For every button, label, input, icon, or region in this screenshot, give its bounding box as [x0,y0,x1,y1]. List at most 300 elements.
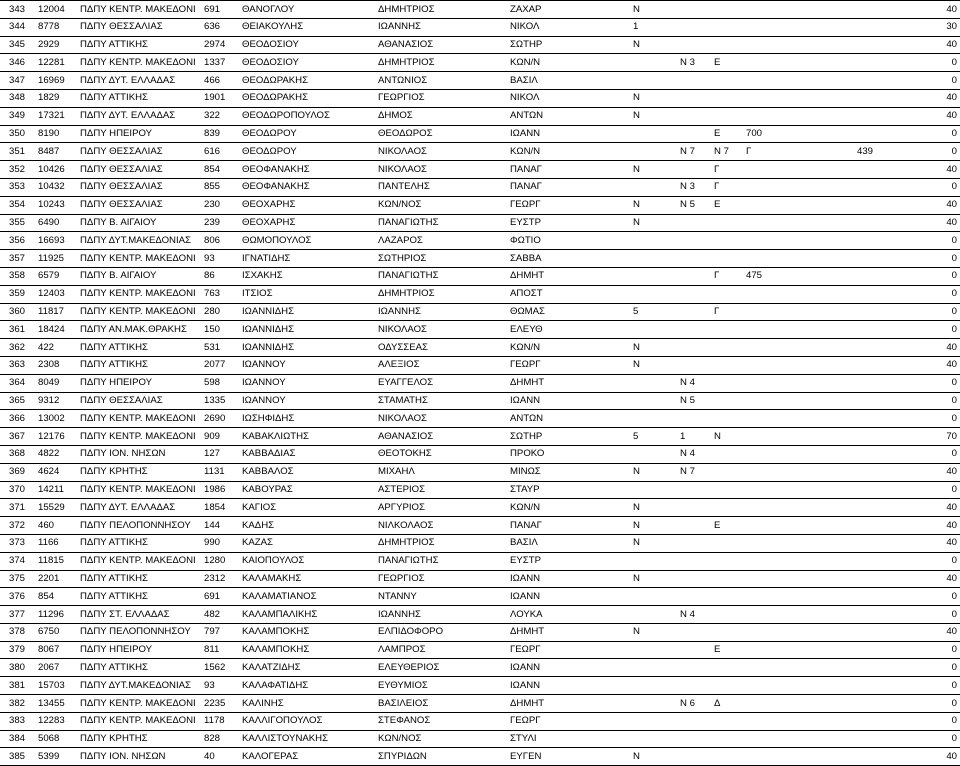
cell-code: 230 [202,196,240,214]
cell-points [744,321,788,339]
cell-father-name: ΜΙΝΩΣ [508,463,631,481]
cell-code: 144 [202,517,240,535]
cell-record-id: 6579 [36,267,78,285]
cell-region: ΠΔΠΥ ΔΥΤ.ΜΑΚΕΔΟΝΙΑΣ [78,677,202,695]
table-row [0,517,960,535]
cell-code: 797 [202,623,240,641]
cell-record-id: 2201 [36,570,78,588]
cell-code: 1178 [202,712,240,730]
cell-flag [631,143,678,161]
cell-row-number: 344 [0,18,36,36]
cell-flag: Ν [631,36,678,54]
cell-first-name: ΣΤΑΜΑΤΗΣ [376,392,508,410]
table-row [0,339,960,357]
table-row [0,54,960,72]
cell-extra [788,410,876,428]
cell-father-name: ΙΩΑΝΝ [508,125,631,143]
cell-row-number: 367 [0,428,36,446]
cell-father-name: ΠΑΝΑΓ [508,517,631,535]
cell-total: 0 [876,267,960,285]
cell-total: 0 [876,481,960,499]
cell-level: Ν 5 [678,196,712,214]
cell-surname: ΙΩΑΝΝΟΥ [240,392,376,410]
cell-level [678,499,712,517]
cell-region: ΠΔΠΥ ΚΕΝΤΡ. ΜΑΚΕΔΟΝΙ [78,695,202,713]
cell-total: 40 [876,1,960,19]
cell-row-number: 350 [0,125,36,143]
cell-region: ΠΔΠΥ ΚΡΗΤΗΣ [78,463,202,481]
cell-surname: ΚΑΖΑΣ [240,534,376,552]
cell-record-id: 12004 [36,1,78,19]
cell-grade: Ε [712,517,744,535]
cell-extra [788,606,876,624]
table-row [0,285,960,303]
cell-row-number: 385 [0,748,36,766]
table-row [0,18,960,36]
cell-surname: ΙΤΣΙΟΣ [240,285,376,303]
cell-level [678,107,712,125]
cell-grade [712,481,744,499]
cell-flag: Ν [631,214,678,232]
cell-row-number: 359 [0,285,36,303]
cell-row-number: 371 [0,499,36,517]
table-row [0,410,960,428]
cell-surname: ΚΑΛΑΜΠΟΚΗΣ [240,623,376,641]
cell-flag [631,178,678,196]
table-row [0,428,960,446]
cell-level [678,72,712,90]
cell-row-number: 358 [0,267,36,285]
cell-code: 855 [202,178,240,196]
cell-region: ΠΔΠΥ ΑΤΤΙΚΗΣ [78,339,202,357]
cell-record-id: 10432 [36,178,78,196]
cell-father-name: ΚΩΝ/Ν [508,54,631,72]
cell-region: ΠΔΠΥ ΗΠΕΙΡΟΥ [78,374,202,392]
cell-surname: ΚΑΛΑΤΖΙΔΗΣ [240,659,376,677]
cell-flag: Ν [631,1,678,19]
cell-points [744,161,788,179]
cell-extra [788,570,876,588]
cell-row-number: 376 [0,588,36,606]
cell-grade [712,214,744,232]
cell-grade: Ν [712,428,744,446]
table-row [0,623,960,641]
cell-record-id: 2929 [36,36,78,54]
cell-surname: ΘΕΟΔΩΡΑΚΗΣ [240,72,376,90]
cell-row-number: 381 [0,677,36,695]
cell-total: 0 [876,143,960,161]
cell-points [744,178,788,196]
cell-points [744,606,788,624]
cell-father-name: ΔΗΜΗΤ [508,623,631,641]
cell-row-number: 362 [0,339,36,357]
cell-flag [631,712,678,730]
cell-flag [631,730,678,748]
cell-surname: ΚΑΛΑΜΠΑΛΙΚΗΣ [240,606,376,624]
cell-first-name: ΟΔΥΣΣΕΑΣ [376,339,508,357]
cell-father-name: ΓΕΩΡΓ [508,356,631,374]
cell-level [678,641,712,659]
cell-code: 322 [202,107,240,125]
cell-father-name: ΙΩΑΝΝ [508,677,631,695]
cell-father-name: ΖΑΧΑΡ [508,1,631,19]
cell-first-name: ΘΕΟΤΟΚΗΣ [376,445,508,463]
cell-surname: ΚΑΛΑΜΠΟΚΗΣ [240,641,376,659]
cell-region: ΠΔΠΥ ΠΕΛΟΠΟΝΝΗΣΟΥ [78,517,202,535]
cell-father-name: ΔΗΜΗΤ [508,374,631,392]
cell-record-id: 12176 [36,428,78,446]
cell-surname: ΘΕΟΔΩΡΑΚΗΣ [240,89,376,107]
cell-grade [712,72,744,90]
cell-grade: Γ [712,161,744,179]
cell-grade: Ε [712,196,744,214]
cell-first-name: ΠΑΝΑΓΙΩΤΗΣ [376,552,508,570]
cell-region: ΠΔΠΥ ΙΟΝ. ΝΗΣΩΝ [78,748,202,766]
table-body [0,1,960,766]
cell-points [744,54,788,72]
cell-level [678,321,712,339]
cell-level: 1 [678,428,712,446]
cell-points [744,303,788,321]
cell-grade: Γ [712,303,744,321]
cell-code: 2974 [202,36,240,54]
cell-points [744,285,788,303]
cell-record-id: 8049 [36,374,78,392]
cell-region: ΠΔΠΥ ΑΤΤΙΚΗΣ [78,356,202,374]
cell-level [678,250,712,268]
cell-extra [788,125,876,143]
table-row [0,677,960,695]
cell-row-number: 351 [0,143,36,161]
cell-extra: 439 [788,143,876,161]
cell-region: ΠΔΠΥ ΑΤΤΙΚΗΣ [78,89,202,107]
table-row [0,250,960,268]
cell-father-name: ΑΝΤΩΝ [508,410,631,428]
cell-extra [788,285,876,303]
cell-surname: ΚΑΒΟΥΡΑΣ [240,481,376,499]
cell-flag [631,125,678,143]
cell-level [678,552,712,570]
cell-surname: ΘΕΟΔΩΡΟΥ [240,143,376,161]
cell-points [744,517,788,535]
cell-points [744,196,788,214]
cell-points [744,250,788,268]
cell-first-name: ΠΑΝΑΓΙΩΤΗΣ [376,214,508,232]
cell-flag [631,321,678,339]
cell-extra [788,267,876,285]
cell-record-id: 4822 [36,445,78,463]
cell-extra [788,161,876,179]
cell-grade [712,677,744,695]
cell-region: ΠΔΠΥ ΚΕΝΤΡ. ΜΑΚΕΔΟΝΙ [78,250,202,268]
cell-region: ΠΔΠΥ ΚΕΝΤΡ. ΜΑΚΕΔΟΝΙ [78,303,202,321]
cell-record-id: 2308 [36,356,78,374]
cell-grade [712,232,744,250]
cell-father-name: ΓΕΩΡΓ [508,196,631,214]
cell-row-number: 363 [0,356,36,374]
table-row [0,321,960,339]
cell-extra [788,695,876,713]
cell-code: 2312 [202,570,240,588]
cell-surname: ΚΑΔΗΣ [240,517,376,535]
cell-father-name: ΒΑΣΙΛ [508,72,631,90]
cell-level [678,677,712,695]
cell-grade [712,606,744,624]
cell-first-name: ΘΕΟΔΩΡΟΣ [376,125,508,143]
cell-row-number: 360 [0,303,36,321]
cell-grade [712,36,744,54]
cell-record-id: 5399 [36,748,78,766]
cell-extra [788,356,876,374]
cell-father-name: ΑΠΟΣΤ [508,285,631,303]
cell-father-name: ΠΑΝΑΓ [508,178,631,196]
cell-surname: ΙΩΑΝΝΟΥ [240,374,376,392]
cell-level [678,125,712,143]
cell-region: ΠΔΠΥ ΔΥΤ. ΕΛΛΑΔΑΣ [78,499,202,517]
cell-flag [631,481,678,499]
table-row [0,570,960,588]
cell-points [744,107,788,125]
cell-first-name: ΝΙΚΟΛΑΟΣ [376,161,508,179]
cell-flag: Ν [631,107,678,125]
cell-region: ΠΔΠΥ ΑΤΤΙΚΗΣ [78,588,202,606]
cell-region: ΠΔΠΥ ΑΝ.ΜΑΚ.ΘΡΑΚΗΣ [78,321,202,339]
cell-first-name: ΔΗΜΗΤΡΙΟΣ [376,1,508,19]
cell-extra [788,392,876,410]
cell-row-number: 366 [0,410,36,428]
cell-grade [712,552,744,570]
cell-flag [631,392,678,410]
cell-row-number: 354 [0,196,36,214]
cell-total: 30 [876,18,960,36]
cell-surname: ΙΩΑΝΝΙΔΗΣ [240,321,376,339]
cell-father-name: ΠΑΝΑΓ [508,161,631,179]
cell-code: 2235 [202,695,240,713]
table-row [0,356,960,374]
cell-grade: Ε [712,641,744,659]
table-row [0,499,960,517]
cell-grade [712,748,744,766]
cell-first-name: ΑΡΓΥΡΙΟΣ [376,499,508,517]
cell-region: ΠΔΠΥ ΑΤΤΙΚΗΣ [78,570,202,588]
cell-first-name: ΔΗΜΟΣ [376,107,508,125]
cell-total: 40 [876,463,960,481]
cell-region: ΠΔΠΥ ΚΡΗΤΗΣ [78,730,202,748]
table-row [0,695,960,713]
cell-region: ΠΔΠΥ ΚΕΝΤΡ. ΜΑΚΕΔΟΝΙ [78,481,202,499]
cell-father-name: ΕΛΕΥΘ [508,321,631,339]
cell-region: ΠΔΠΥ ΙΟΝ. ΝΗΣΩΝ [78,445,202,463]
cell-surname: ΚΑΛΑΜΑΤΙΑΝΟΣ [240,588,376,606]
cell-points [744,18,788,36]
cell-points [744,570,788,588]
cell-surname: ΚΑΒΒΑΛΟΣ [240,463,376,481]
cell-level [678,214,712,232]
cell-surname: ΙΩΑΝΝΙΔΗΣ [240,303,376,321]
cell-father-name: ΔΗΜΗΤ [508,695,631,713]
cell-surname: ΘΕΟΔΟΣΙΟΥ [240,54,376,72]
cell-level: Ν 7 [678,143,712,161]
cell-region: ΠΔΠΥ ΚΕΝΤΡ. ΜΑΚΕΔΟΝΙ [78,410,202,428]
cell-first-name: ΔΗΜΗΤΡΙΟΣ [376,54,508,72]
cell-flag [631,588,678,606]
cell-flag: Ν [631,570,678,588]
cell-points [744,623,788,641]
cell-total: 40 [876,89,960,107]
cell-region: ΠΔΠΥ ΑΤΤΙΚΗΣ [78,36,202,54]
cell-flag [631,695,678,713]
cell-row-number: 357 [0,250,36,268]
cell-first-name: ΝΙΚΟΛΑΟΣ [376,410,508,428]
cell-extra [788,321,876,339]
cell-level [678,303,712,321]
cell-first-name: ΙΩΑΝΝΗΣ [376,303,508,321]
cell-code: 150 [202,321,240,339]
cell-total: 40 [876,517,960,535]
cell-level: Ν 5 [678,392,712,410]
table-row [0,72,960,90]
cell-first-name: ΝΙΚΟΛΑΟΣ [376,321,508,339]
cell-record-id: 6490 [36,214,78,232]
cell-grade [712,107,744,125]
cell-region: ΠΔΠΥ ΚΕΝΤΡ. ΜΑΚΕΔΟΝΙ [78,1,202,19]
cell-total: 0 [876,445,960,463]
cell-level [678,517,712,535]
cell-row-number: 380 [0,659,36,677]
cell-surname: ΘΕΟΧΑΡΗΣ [240,214,376,232]
cell-first-name: ΜΙΧΑΗΛ [376,463,508,481]
cell-level [678,623,712,641]
table-row [0,748,960,766]
cell-surname: ΙΣΧΑΚΗΣ [240,267,376,285]
cell-points: 475 [744,267,788,285]
cell-record-id: 460 [36,517,78,535]
cell-code: 763 [202,285,240,303]
cell-record-id: 6750 [36,623,78,641]
cell-code: 93 [202,677,240,695]
cell-code: 691 [202,1,240,19]
cell-grade [712,730,744,748]
cell-row-number: 361 [0,321,36,339]
cell-points [744,677,788,695]
cell-first-name: ΣΤΕΦΑΝΟΣ [376,712,508,730]
cell-total: 70 [876,428,960,446]
cell-flag: Ν [631,89,678,107]
cell-record-id: 8487 [36,143,78,161]
cell-total: 0 [876,374,960,392]
cell-grade [712,250,744,268]
cell-surname: ΙΩΑΝΝΟΥ [240,356,376,374]
cell-code: 1280 [202,552,240,570]
cell-region: ΠΔΠΥ Β. ΑΙΓΑΙΟΥ [78,214,202,232]
cell-row-number: 378 [0,623,36,641]
cell-flag [631,285,678,303]
cell-record-id: 2067 [36,659,78,677]
cell-code: 2690 [202,410,240,428]
cell-level: Ν 3 [678,178,712,196]
cell-first-name: ΙΩΑΝΝΗΣ [376,18,508,36]
cell-record-id: 18424 [36,321,78,339]
cell-first-name: ΒΑΣΙΛΕΙΟΣ [376,695,508,713]
cell-total: 0 [876,72,960,90]
cell-surname: ΚΑΓΙΟΣ [240,499,376,517]
table-row [0,125,960,143]
cell-code: 691 [202,588,240,606]
cell-first-name: ΕΥΑΓΓΕΛΟΣ [376,374,508,392]
cell-code: 990 [202,534,240,552]
cell-record-id: 17321 [36,107,78,125]
cell-code: 482 [202,606,240,624]
cell-extra [788,445,876,463]
cell-surname: ΚΑΛΑΜΑΚΗΣ [240,570,376,588]
cell-total: 40 [876,623,960,641]
cell-first-name: ΝΙΚΟΛΑΟΣ [376,143,508,161]
cell-surname: ΚΑΛΟΓΕΡΑΣ [240,748,376,766]
cell-total: 40 [876,36,960,54]
cell-extra [788,748,876,766]
cell-extra [788,623,876,641]
cell-grade: Γ [712,178,744,196]
cell-extra [788,36,876,54]
cell-extra [788,677,876,695]
cell-father-name: ΕΥΣΤΡ [508,552,631,570]
cell-extra [788,107,876,125]
cell-extra [788,89,876,107]
cell-level [678,481,712,499]
cell-record-id: 15529 [36,499,78,517]
cell-flag: Ν [631,161,678,179]
cell-code: 1986 [202,481,240,499]
cell-flag [631,677,678,695]
cell-extra [788,1,876,19]
cell-code: 280 [202,303,240,321]
cell-level [678,659,712,677]
cell-points [744,89,788,107]
cell-surname: ΙΩΣΗΦΙΔΗΣ [240,410,376,428]
cell-flag: 1 [631,18,678,36]
cell-level [678,1,712,19]
cell-points [744,534,788,552]
cell-surname: ΘΕΟΔΟΣΙΟΥ [240,36,376,54]
cell-surname: ΘΑΝΟΓΛΟΥ [240,1,376,19]
cell-points [744,374,788,392]
cell-grade: Ε [712,54,744,72]
cell-code: 1901 [202,89,240,107]
cell-row-number: 368 [0,445,36,463]
table-row [0,712,960,730]
cell-extra [788,214,876,232]
cell-grade [712,285,744,303]
cell-row-number: 346 [0,54,36,72]
cell-code: 616 [202,143,240,161]
cell-region: ΠΔΠΥ ΚΕΝΤΡ. ΜΑΚΕΔΟΝΙ [78,428,202,446]
cell-points [744,410,788,428]
cell-total: 40 [876,570,960,588]
cell-code: 466 [202,72,240,90]
cell-record-id: 8778 [36,18,78,36]
cell-code: 598 [202,374,240,392]
cell-region: ΠΔΠΥ ΘΕΣΣΑΛΙΑΣ [78,178,202,196]
cell-code: 1337 [202,54,240,72]
cell-points [744,214,788,232]
cell-total: 0 [876,392,960,410]
cell-first-name: ΕΥΘΥΜΙΟΣ [376,677,508,695]
cell-father-name: ΛΟΥΚΑ [508,606,631,624]
cell-region: ΠΔΠΥ ΘΕΣΣΑΛΙΑΣ [78,18,202,36]
cell-first-name: ΑΝΤΩΝΙΟΣ [376,72,508,90]
cell-grade [712,356,744,374]
cell-surname: ΙΩΑΝΝΙΔΗΣ [240,339,376,357]
